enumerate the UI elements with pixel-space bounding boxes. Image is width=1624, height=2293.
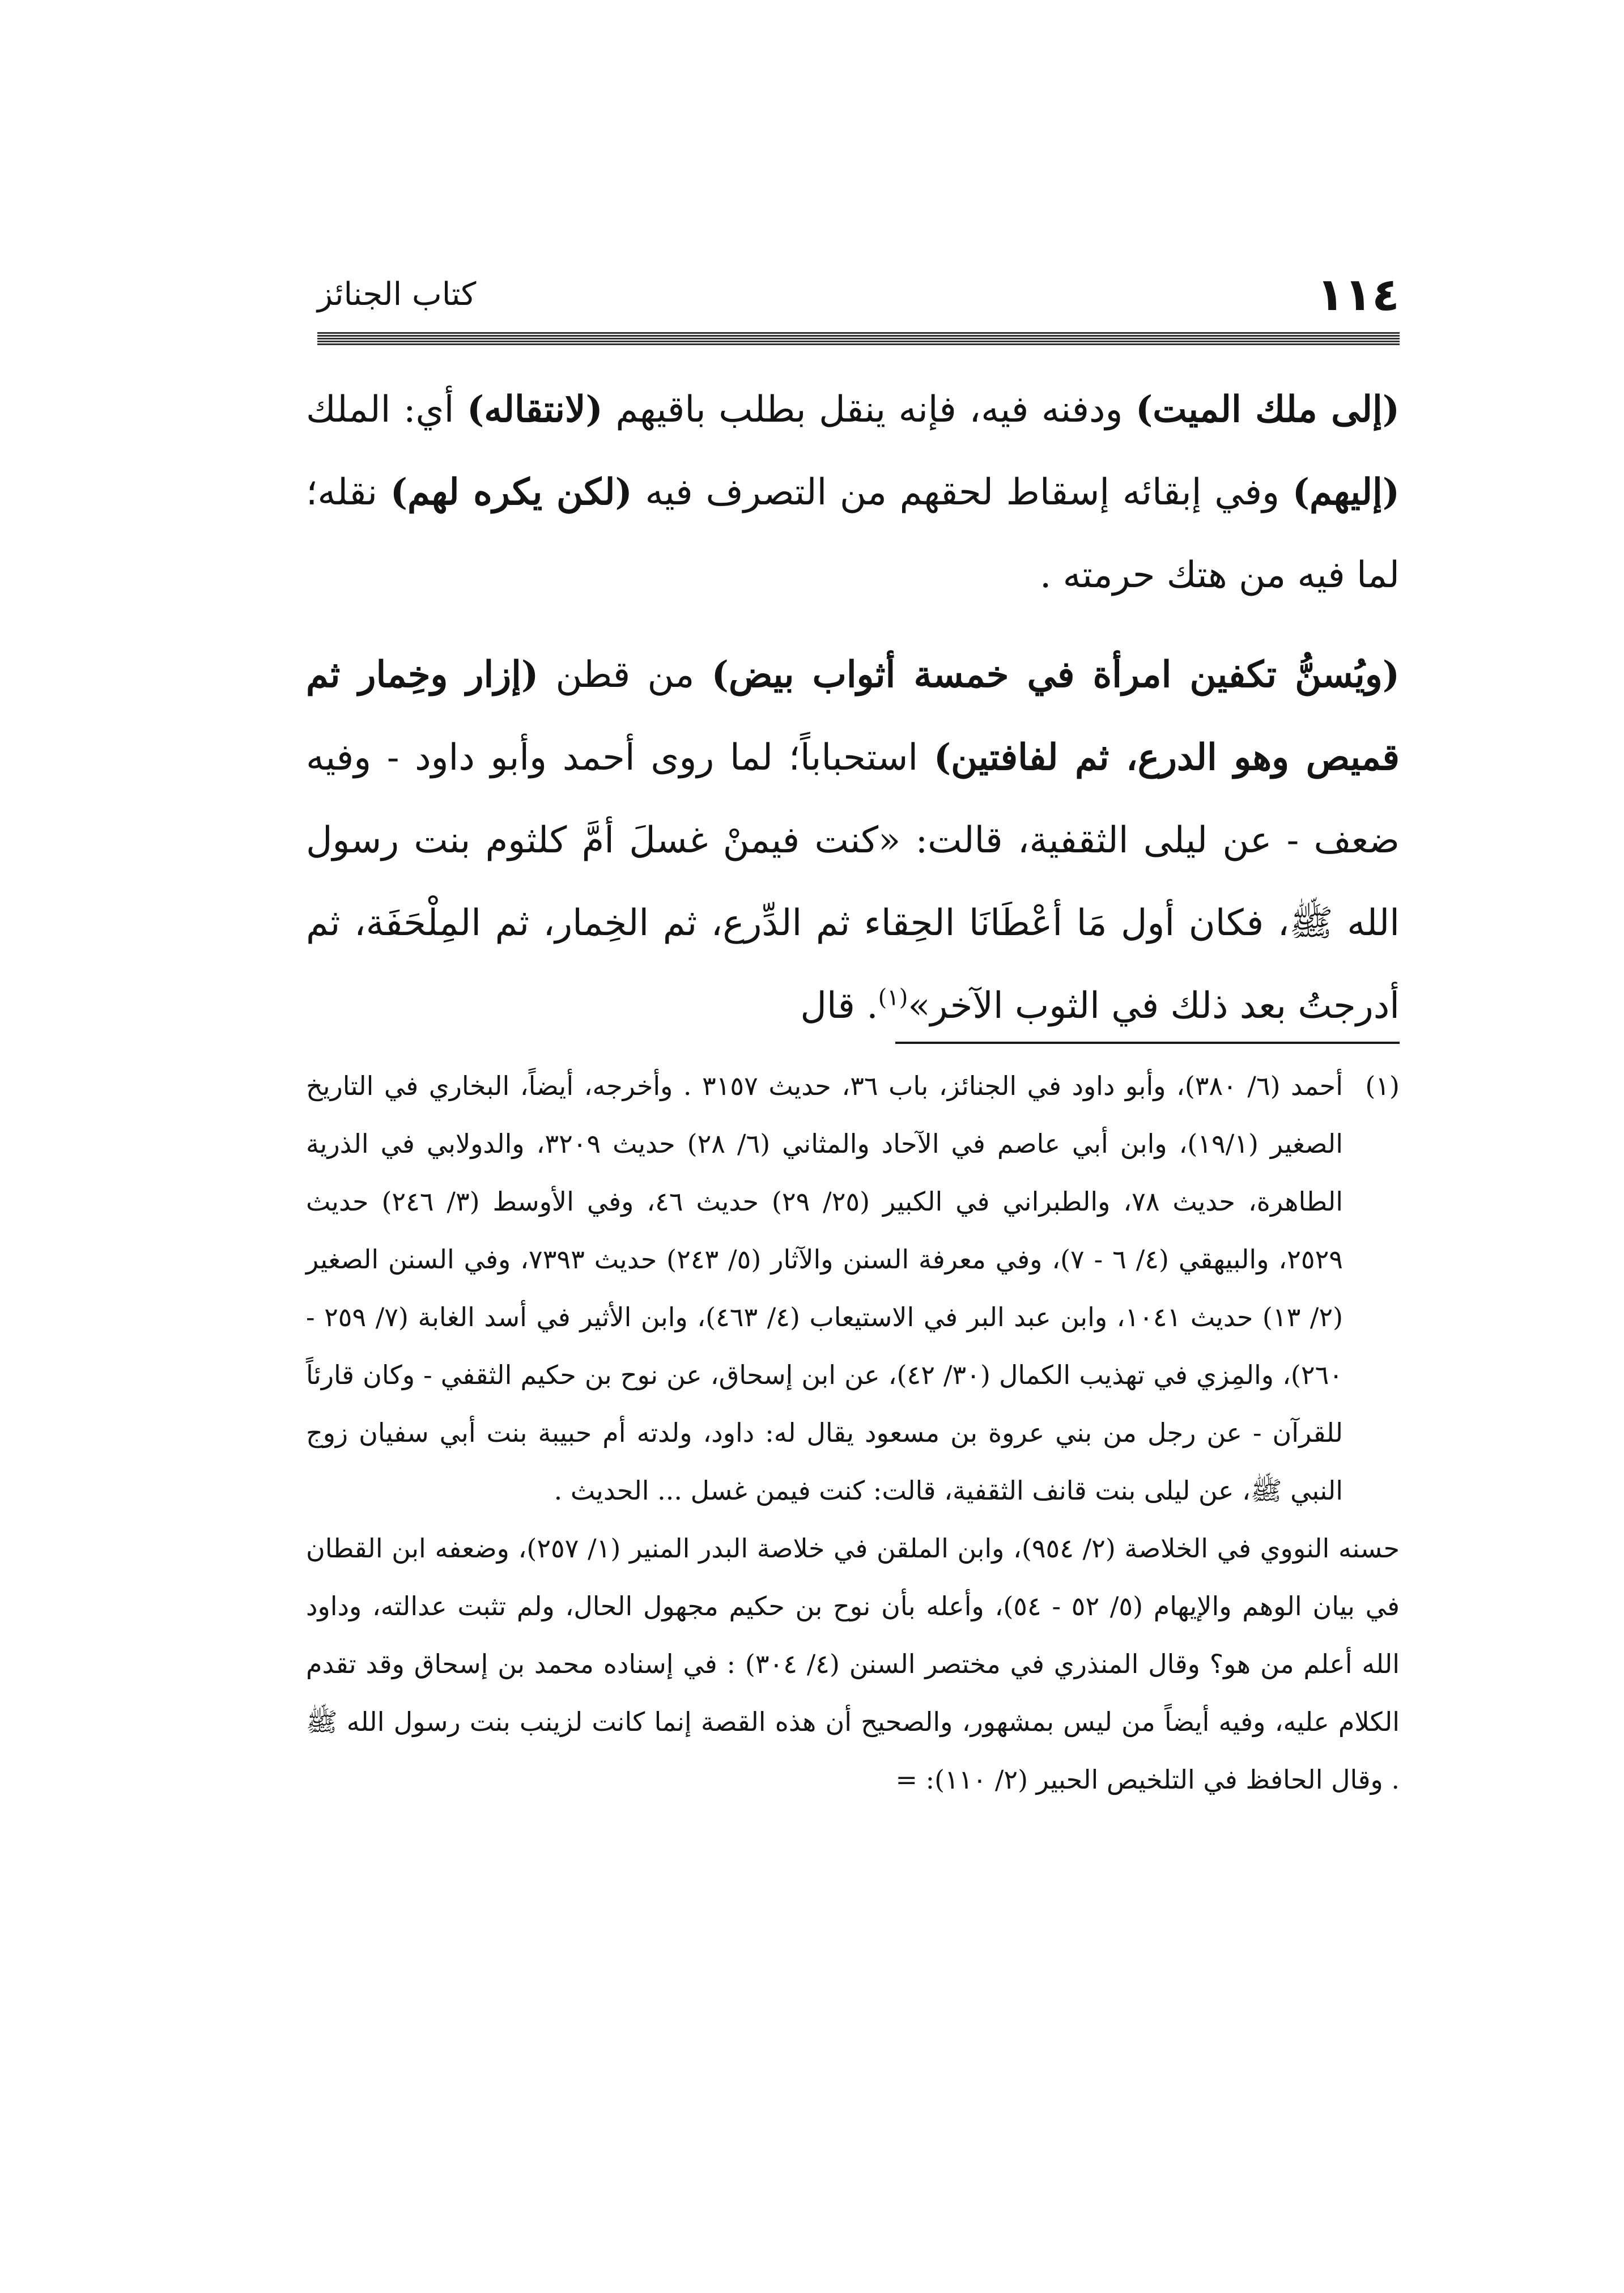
bold-phrase: (ويُسنُّ تكفين امرأة في خمسة أثواب بيض): [711, 653, 1400, 696]
page-header: [317, 266, 1400, 323]
text-run: ودفنه فيه، فإنه ينقل بطلب باقيهم: [602, 389, 1136, 431]
bold-phrase: (إزار وخِمار ثم قميص وهو الدرع، ثم لفافتين): [306, 653, 1400, 779]
footnote-text: أحمد (٦/ ٣٨٠)، وأبو داود في الجنائز، باب ٣٦، حديث ٣١٥٧ . وأخرجه، أيضاً، البخاري في التاريخ الصغير (١٩/١)، وابن أبي عاصم في الآحاد والمثاني (٦/ ٢٨) حديث ٣٢٠٩، والدولابي في الذرية الطاهرة، حديث ٧٨، والطبراني في الكبير (٢٥/ ٢٩) حديث ٤٦، وفي الأوسط (٣/ ٢٤٦) حديث ٢٥٢٩، والبيهقي (٤/ ٦ - ٧)، وفي معرفة السنن والآثار (٥/ ٢٤٣) حديث ٧٣٩٣، وفي السنن الصغير (٢/ ١٣) حديث ١٠٤١، وابن عبد البر في الاستيعاب (٤/ ٤٦٣)، وابن الأثير في أسد الغابة (٧/ ٢٥٩ - ٢٦٠)، والمِزي في تهذيب الكمال (٣٠/ ٤٢)، عن ابن إسحاق، عن نوح بن حكيم الثقفي - وكان قارئاً للقرآن - عن رجل من بني عروة بن مسعود يقال له: داود، ولدته أم حبيبة بنت أبي سفيان زوج النبي ﷺ، عن ليلى بنت قانف الثقفية، قالت: كنت فيمن غسل ... الحديث .: [306, 1071, 1344, 1506]
footnote-marker[interactable]: (١): [878, 984, 908, 1011]
bold-phrase: (لانتقاله): [466, 388, 603, 431]
text-run: وفي إبقائه إسقاط لحقهم من التصرف فيه: [632, 472, 1293, 513]
footnote-divider: [895, 1042, 1400, 1044]
text-run: . قال: [800, 985, 878, 1027]
main-text: [306, 368, 1400, 1047]
paragraph-2: [306, 634, 1400, 1047]
paragraph-1: [306, 368, 1400, 617]
bold-phrase: (لكن يكره لهم): [390, 471, 632, 513]
footnote-1: [306, 1057, 1400, 1519]
text-run: نقله؛ لما فيه من هتك حرمته .: [306, 472, 1400, 596]
footnotes: [306, 1057, 1400, 1808]
text-run: أي: الملك: [306, 389, 467, 431]
bold-phrase: (إلى ملك الميت): [1136, 388, 1400, 431]
footnote-number: (١): [1365, 1071, 1400, 1101]
text-run: من قطن: [538, 654, 712, 696]
text-run: استحباباً؛ لما روى أحمد وأبو داود - وفيه ضعف - عن ليلى الثقفية، قالت: «كنت فيمنْ غسلَ أمَّ كلثوم بنت رسول الله ﷺ، فكان أول مَا أعْطَانَا الحِقاء ثم الدِّرع، ثم الخِمار، ثم المِلْحَفَة، ثم أدرجتُ بعد ذلك في الثوب الآخر»: [306, 737, 1400, 1027]
footnote-continuation: حسنه النووي في الخلاصة (٢/ ٩٥٤)، وابن الملقن في خلاصة البدر المنير (١/ ٢٥٧)، وضعفه ابن القطان في بيان الوهم والإيهام (٥/ ٥٢ - ٥٤)، وأعله بأن نوح بن حكيم مجهول الحال، ولم تثبت عدالته، وداود الله أعلم من هو؟ وقال المنذري في مختصر السنن (٤/ ٣٠٤) : في إسناده محمد بن إسحاق وقد تقدم الكلام عليه، وفيه أيضاً من ليس بمشهور، والصحيح أن هذه القصة إنما كانت لزينب بنت رسول الله ﷺ . وقال الحافظ في التلخيص الحبير (٢/ ١١٠): =: [306, 1533, 1400, 1795]
bold-phrase: (إليهم): [1292, 471, 1400, 513]
running-title: كتاب الجنائز: [317, 276, 477, 313]
header-divider: [317, 332, 1400, 346]
page-number: ١١٤: [1316, 268, 1400, 321]
